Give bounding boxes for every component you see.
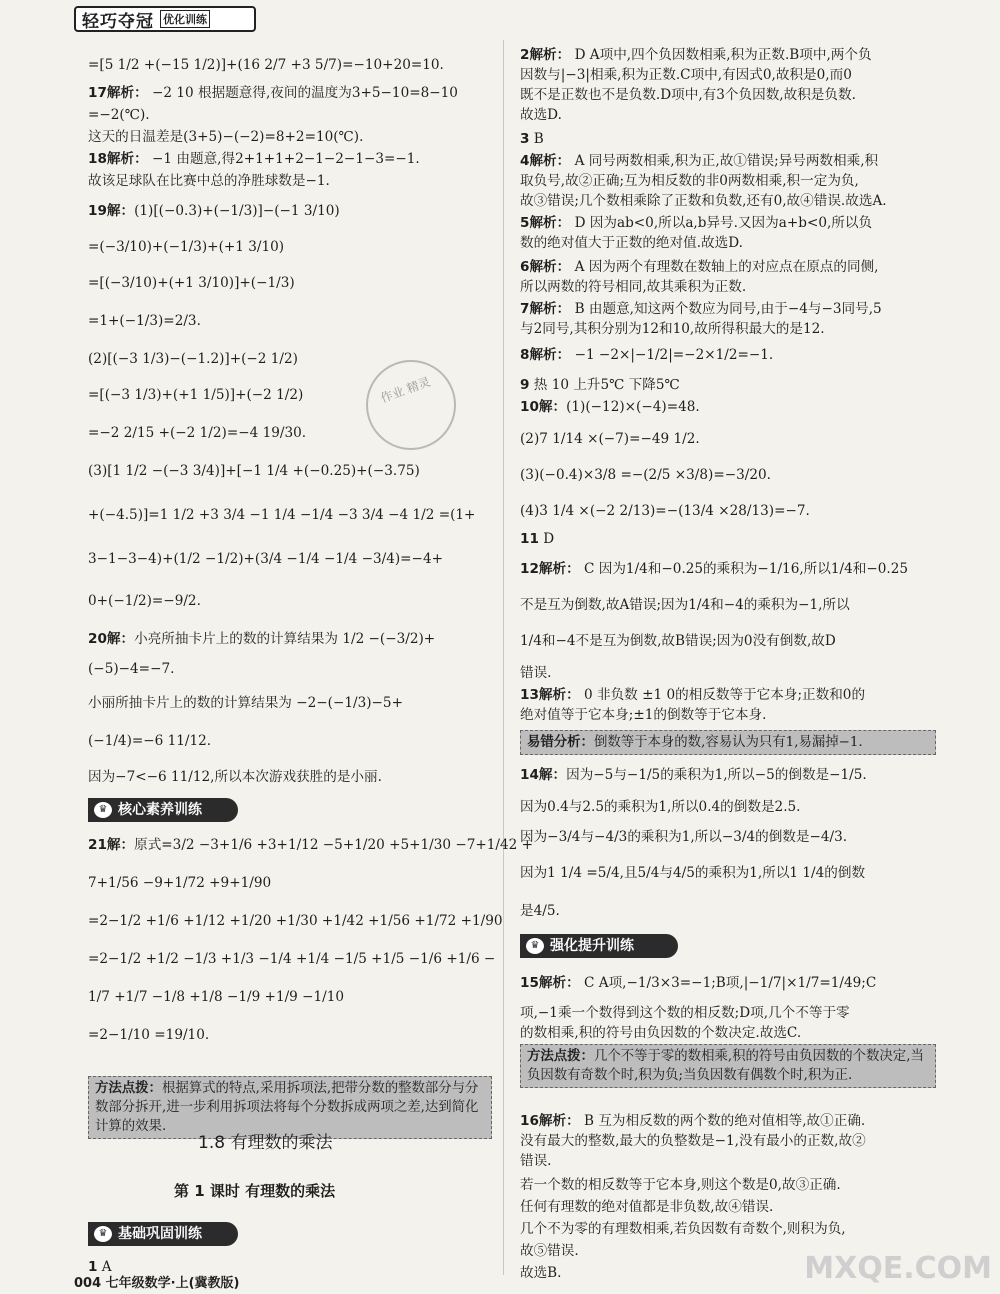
answer-line — [520, 278, 746, 296]
line-text: 原式=3/2 −3+1/6 +3+1/12 −5+1/20 +5+1/30 −7+1/42 + — [134, 837, 534, 853]
line-text: 任何有理数的绝对值都是非负数,故④错误. — [520, 1199, 774, 1215]
solution-label: 解析： — [106, 85, 148, 101]
answer-line — [88, 238, 284, 256]
question-number: 11 — [520, 531, 539, 547]
answer-line — [88, 630, 435, 648]
section-banner — [88, 1222, 238, 1246]
line-text: (4)3 1/4 ×(−2 2/13)=−(13/4 ×28/13)=−7. — [520, 503, 810, 519]
answer-line — [520, 560, 908, 578]
line-text: 故该足球队在比赛中总的净胜球数是−1. — [88, 173, 330, 189]
question-number: 17 — [88, 85, 107, 101]
line-text: B 由题意,知这两个数应为同号,由于−4与−3同号,5 — [570, 301, 882, 317]
answer-line — [520, 1176, 841, 1194]
line-text: =2−1/2 +1/2 −1/3 +1/3 −1/4 +1/4 −1/5 +1/5 −1/6 +1/6 − — [88, 951, 496, 967]
answer-line — [520, 1004, 850, 1022]
answer-line — [520, 766, 867, 784]
line-text: =2−1/10 =19/10. — [88, 1027, 210, 1043]
answer-line — [520, 686, 865, 704]
line-text: 故选D. — [520, 107, 562, 123]
answer-line — [520, 320, 825, 338]
answer-line — [88, 874, 271, 892]
answer-line — [88, 950, 495, 968]
line-text: =[(−3/10)+(+1 3/10)]+(−1/3) — [88, 275, 295, 291]
answer-line — [88, 732, 211, 750]
answer-line — [520, 376, 680, 394]
section-heading: 1.8 有理数的乘法 — [198, 1133, 333, 1153]
question-number: 12 — [520, 561, 539, 577]
answer-line — [520, 234, 743, 252]
solution-label: 解析： — [538, 1113, 580, 1129]
line-text: 0 非负数 ±1 0的相反数等于它本身;正数和0的 — [579, 687, 866, 703]
answer-line — [520, 864, 865, 882]
line-text: C A项,−1/3×3=−1;B项,|−1/7|×1/7=1/49;C — [579, 975, 877, 991]
banner-label: 核心素养训练 — [118, 802, 202, 818]
answer-line — [88, 912, 503, 930]
solution-label: 解析： — [538, 687, 580, 703]
line-text: A 同号两数相乘,积为正,故①错误;异号两数相乘,积 — [570, 153, 879, 169]
answer-line — [520, 466, 771, 484]
line-text: 小丽所抽卡片上的数的计算结果为 −2−(−1/3)−5+ — [88, 695, 403, 711]
answer-line — [520, 300, 882, 318]
solution-label: 解析： — [529, 301, 571, 317]
answer-line — [520, 596, 850, 614]
line-text: 故③错误;几个数相乘除了正数和负数,还有0,故④错误.故选A. — [520, 193, 887, 209]
line-text: 热 10 上升5℃ 下降5℃ — [529, 377, 680, 393]
tip-box — [520, 730, 936, 755]
answer-line — [520, 1152, 552, 1170]
line-text: 不是互为倒数,故A错误;因为1/4和−4的乘积为−1,所以 — [520, 597, 850, 613]
line-text: 1/7 +1/7 −1/8 +1/8 −1/9 +1/9 −1/10 — [88, 989, 345, 1005]
answer-line — [88, 350, 298, 368]
line-text: +(−4.5)]=1 1/2 +3 3/4 −1 1/4 −1/4 −3 3/4 −4 1/2 =(1+ — [88, 507, 476, 523]
answer-line — [520, 502, 810, 520]
question-number: 18 — [88, 151, 107, 167]
line-text: −1 由题意,得2+1+1+2−1−2−1−3=−1. — [147, 151, 420, 167]
line-text: 因为1 1/4 =5/4,且5/4与4/5的乘积为1,所以1 1/4的倒数 — [520, 865, 866, 881]
question-number: 7 — [520, 301, 530, 317]
solution-label: 解： — [106, 631, 135, 647]
line-text: 因为−5与−1/5的乘积为1,所以−5的倒数是−1/5. — [566, 767, 867, 783]
solution-label: 解析： — [106, 151, 148, 167]
question-number: 5 — [520, 215, 530, 231]
answer-line — [520, 974, 876, 992]
line-text: A — [97, 1259, 112, 1275]
answer-line — [88, 550, 443, 568]
answer-line — [520, 130, 544, 148]
line-text: D — [538, 531, 555, 547]
line-text: 3−1−3−4)+(1/2 −1/2)+(3/4 −1/4 −1/4 −3/4)=−4+ — [88, 551, 443, 567]
line-text: (2)[(−3 1/3)−(−1.2)]+(−2 1/2) — [88, 351, 298, 367]
line-text: 所以两数的符号相同,故其乘积为正数. — [520, 279, 747, 295]
answer-line — [88, 84, 458, 102]
lesson-heading: 第 1 课时 有理数的乘法 — [174, 1182, 336, 1200]
answer-line — [520, 530, 554, 548]
answer-line — [520, 1242, 579, 1260]
line-text: (−5)−4=−7. — [88, 661, 175, 677]
answer-line — [88, 592, 201, 610]
crown-icon: ♛ — [526, 938, 544, 954]
line-text: (3)(−0.4)×3/8 =−(2/5 ×3/8)=−3/20. — [520, 467, 771, 483]
tip-text: 几个不等于零的数相乘,积的符号由负因数的个数决定,当负因数有奇数个时,积为负;当负因数有偶数个时,积为正. — [527, 1049, 924, 1083]
answer-line — [88, 1026, 209, 1044]
line-text: =−2 2/15 +(−2 1/2)=−4 19/30. — [88, 425, 307, 441]
line-text: 因数与|−3|相乘,积为正数.C项中,有因式0,故积是0,而0 — [520, 67, 852, 83]
answer-line — [88, 312, 201, 330]
solution-label: 解析： — [529, 215, 571, 231]
solution-label: 解析： — [529, 47, 571, 63]
answer-line — [88, 462, 420, 480]
answer-line — [88, 988, 344, 1006]
question-number: 3 — [520, 131, 530, 147]
answer-line — [520, 1024, 801, 1042]
line-text: 是4/5. — [520, 903, 560, 919]
line-text: 几个不为零的有理数相乘,若负因数有奇数个,则积为负, — [520, 1221, 846, 1237]
answer-line — [520, 258, 879, 276]
answer-line — [88, 106, 150, 124]
solution-label: 解析： — [529, 347, 571, 363]
tip-text: 根据算式的特点,采用拆项法,把带分数的整数部分与分数部分拆开,进一步利用拆项法将每个分数拆成两项之差,达到简化计算的效果. — [95, 1081, 479, 1134]
question-number: 4 — [520, 153, 530, 169]
answer-line — [88, 128, 363, 146]
line-text: D 因为ab<0,所以a,b异号.又因为a+b<0,所以负 — [570, 215, 873, 231]
answer-line — [88, 274, 295, 292]
question-number: 21 — [88, 837, 107, 853]
line-text: =−2(℃). — [88, 107, 150, 123]
line-text: 1/4和−4不是互为倒数,故B错误;因为0没有倒数,故D — [520, 633, 836, 649]
answer-line — [520, 86, 856, 104]
line-text: 这天的日温差是(3+5)−(−2)=8+2=10(℃). — [88, 129, 364, 145]
answer-line — [520, 1112, 865, 1130]
column-divider — [503, 40, 504, 1275]
line-text: 因为−7<−6 11/12,所以本次游戏获胜的是小丽. — [88, 769, 382, 785]
answer-line — [88, 506, 475, 524]
solution-label: 解： — [538, 399, 567, 415]
question-number: 2 — [520, 47, 530, 63]
solution-label: 解： — [106, 203, 135, 219]
answer-line — [88, 694, 403, 712]
answer-line — [520, 46, 872, 64]
line-text: 故⑤错误. — [520, 1243, 579, 1259]
answer-line — [88, 202, 340, 220]
line-text: B — [529, 131, 544, 147]
line-text: 取负号,故②正确;互为相反数的非0两数相乘,积一定为负, — [520, 173, 859, 189]
answer-line — [88, 424, 306, 442]
answer-line — [520, 192, 887, 210]
line-text: =2−1/2 +1/6 +1/12 +1/20 +1/30 +1/42 +1/56 +1/72 +1/90 — [88, 913, 503, 929]
solution-label: 解析： — [538, 561, 580, 577]
line-text: (1)(−12)×(−4)=48. — [566, 399, 700, 415]
solution-label: 解： — [106, 837, 135, 853]
question-number: 16 — [520, 1113, 539, 1129]
answer-line — [88, 768, 382, 786]
line-text: 数的绝对值大于正数的绝对值.故选D. — [520, 235, 743, 251]
line-text: 错误. — [520, 665, 552, 681]
line-text: 错误. — [520, 1153, 552, 1169]
answer-line — [520, 172, 859, 190]
line-text: 没有最大的整数,最大的负整数是−1,没有最小的正数,故② — [520, 1133, 866, 1149]
crown-icon: ♛ — [94, 1226, 112, 1242]
answer-line — [520, 1264, 562, 1282]
answer-line — [520, 828, 847, 846]
answer-line — [520, 106, 562, 124]
banner-label: 强化提升训练 — [550, 938, 634, 954]
answer-line — [520, 1220, 846, 1238]
answer-line — [520, 664, 552, 682]
question-number: 14 — [520, 767, 539, 783]
line-text: A 因为两个有理数在数轴上的对应点在原点的同侧, — [570, 259, 879, 275]
question-number: 9 — [520, 377, 530, 393]
question-number: 13 — [520, 687, 539, 703]
line-text: =[5 1/2 +(−15 1/2)]+(16 2/7 +3 5/7)=−10+20=10. — [88, 57, 444, 73]
line-text: 与2同号,其积分别为12和10,故所得积最大的是12. — [520, 321, 825, 337]
line-text: =(−3/10)+(−1/3)+(+1 3/10) — [88, 239, 285, 255]
answer-line — [520, 706, 766, 724]
banner-label: 基础巩固训练 — [118, 1226, 202, 1242]
question-number: 10 — [520, 399, 539, 415]
answer-line — [520, 1198, 773, 1216]
line-text: B 互为相反数的两个数的绝对值相等,故①正确. — [579, 1113, 866, 1129]
line-text: C 因为1/4和−0.25的乘积为−1/16,所以1/4和−0.25 — [579, 561, 908, 577]
line-text: 0+(−1/2)=−9/2. — [88, 593, 201, 609]
line-text: (3)[1 1/2 −(−3 3/4)]+[−1 1/4 +(−0.25)+(−3.75) — [88, 463, 420, 479]
tip-label: 方法点拨： — [95, 1081, 162, 1096]
line-text: 故选B. — [520, 1265, 562, 1281]
logo-sub-text: 优化训练 — [160, 10, 210, 28]
line-text: −2 10 根据题意得,夜间的温度为3+5−10=8−10 — [147, 85, 458, 101]
line-text: =[(−3 1/3)+(+1 1/5)]+(−2 1/2) — [88, 387, 304, 403]
line-text: −1 −2×|−1/2|=−2×1/2=−1. — [570, 347, 774, 363]
answer-line — [88, 836, 533, 854]
line-text: 项,−1乘一个数得到这个数的相反数;D项,几个不等于零 — [520, 1005, 850, 1021]
answer-line — [520, 798, 800, 816]
homework-stamp: 作业 精灵 — [353, 347, 468, 462]
answer-line — [520, 632, 836, 650]
line-text: 小亮所抽卡片上的数的计算结果为 1/2 −(−3/2)+ — [134, 631, 436, 647]
page-footer: 004 七年级数学·上(冀教版) — [74, 1276, 240, 1291]
line-text: 绝对值等于它本身;±1的倒数等于它本身. — [520, 707, 767, 723]
answer-line — [520, 66, 852, 84]
crown-icon: ♛ — [94, 802, 112, 818]
question-number: 19 — [88, 203, 107, 219]
line-text: 因为−3/4与−4/3的乘积为1,所以−3/4的倒数是−4/3. — [520, 829, 848, 845]
answer-line — [88, 150, 420, 168]
question-number: 15 — [520, 975, 539, 991]
line-text: D A项中,四个负因数相乘,积为正数.B项中,两个负 — [570, 47, 872, 63]
tip-box — [520, 1044, 936, 1088]
line-text: (1)[(−0.3)+(−1/3)]−(−1 3/10) — [134, 203, 340, 219]
solution-label: 解析： — [538, 975, 580, 991]
line-text: 的数相乘,积的符号由负因数的个数决定.故选C. — [520, 1025, 802, 1041]
question-number: 1 — [88, 1259, 98, 1275]
tip-label: 方法点拨： — [527, 1049, 594, 1064]
line-text: 既不是正数也不是负数.D项中,有3个负因数,故积是负数. — [520, 87, 856, 103]
tip-label: 易错分析： — [527, 735, 594, 750]
answer-line — [88, 56, 444, 74]
site-watermark: MXQE.COM — [804, 1251, 992, 1286]
answer-line — [88, 172, 330, 190]
answer-line — [520, 346, 773, 364]
answer-line — [520, 214, 872, 232]
solution-label: 解析： — [529, 259, 571, 275]
line-text: (2)7 1/14 ×(−7)=−49 1/2. — [520, 431, 700, 447]
answer-line — [520, 430, 700, 448]
question-number: 6 — [520, 259, 530, 275]
line-text: 若一个数的相反数等于它本身,则这个数是0,故③正确. — [520, 1177, 841, 1193]
question-number: 20 — [88, 631, 107, 647]
section-banner — [520, 934, 678, 958]
logo-main-text: 轻巧夺冠 — [82, 11, 154, 32]
answer-line — [520, 152, 878, 170]
answer-line — [88, 386, 303, 404]
answer-line — [88, 660, 174, 678]
solution-label: 解： — [538, 767, 567, 783]
answer-line — [520, 1132, 866, 1150]
line-text: =1+(−1/3)=2/3. — [88, 313, 201, 329]
line-text: (−1/4)=−6 11/12. — [88, 733, 212, 749]
answer-line — [520, 902, 560, 920]
tip-text: 倒数等于本身的数,容易认为只有1,易漏掉−1. — [593, 735, 863, 750]
solution-label: 解析： — [529, 153, 571, 169]
brand-logo — [74, 6, 256, 32]
line-text: 7+1/56 −9+1/72 +9+1/90 — [88, 875, 272, 891]
section-banner — [88, 798, 238, 822]
question-number: 8 — [520, 347, 530, 363]
answer-line — [520, 398, 700, 416]
line-text: 因为0.4与2.5的乘积为1,所以0.4的倒数是2.5. — [520, 799, 801, 815]
